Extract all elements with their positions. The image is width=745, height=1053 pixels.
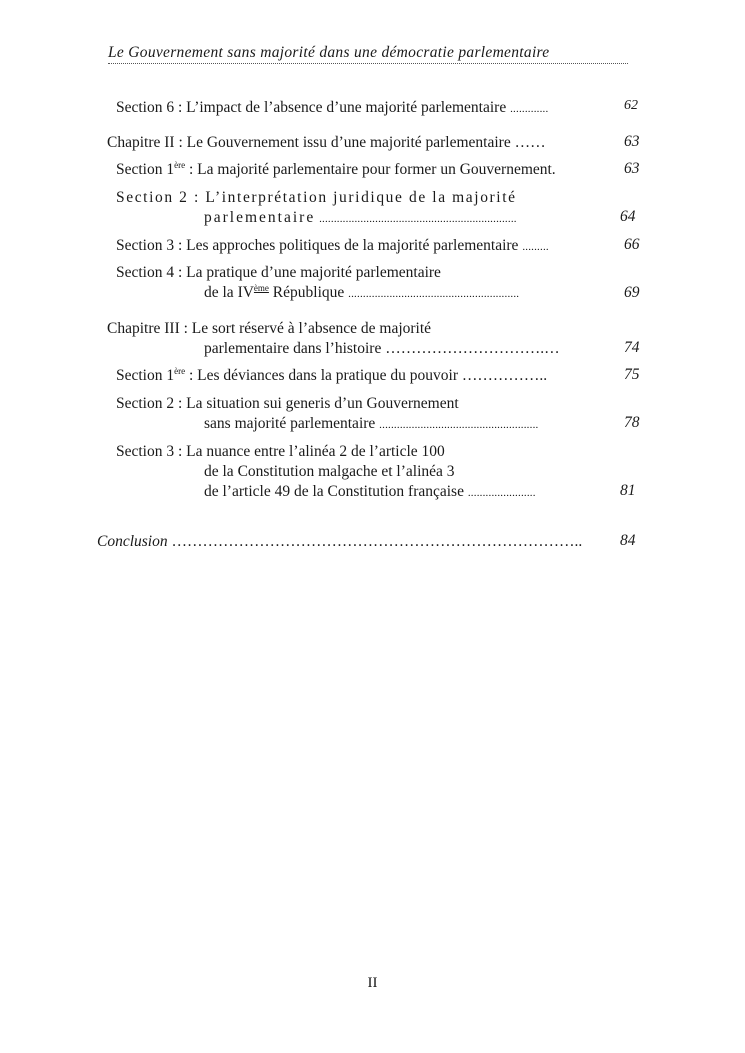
toc-entry-label: sans majorité parlementaire bbox=[204, 415, 376, 432]
toc-page-number: 75 bbox=[624, 366, 640, 383]
toc-entry-label: Section 6 : L’impact de l’absence d’une majorité parlementaire bbox=[116, 99, 507, 116]
toc-entry-label: Chapitre III : Le sort réservé à l’absence de majorité bbox=[107, 320, 432, 337]
toc-entry-label: parlementaire bbox=[204, 209, 316, 226]
toc-entry-chapter-2-section-4[interactable] bbox=[116, 263, 519, 303]
toc-entry-label: de l’article 49 de la Constitution française bbox=[204, 483, 464, 500]
leader-dots: .......................................................... bbox=[348, 288, 520, 300]
toc-entry-chapter-3-section-1[interactable] bbox=[116, 366, 547, 386]
toc-page-number: 63 bbox=[624, 133, 640, 150]
toc-entry-label: République bbox=[268, 284, 345, 301]
toc-entry-chapter-2-section-3[interactable] bbox=[116, 236, 549, 256]
running-header: Le Gouvernement sans majorité dans une démocratie parlementaire bbox=[108, 44, 628, 64]
toc-page-number: 62 bbox=[624, 98, 638, 113]
toc-entry-label: : Les déviances dans la pratique du pouvoir bbox=[185, 367, 459, 384]
toc-entry-chapter-3[interactable] bbox=[107, 319, 560, 359]
toc-entry-chapter-3-section-3[interactable] bbox=[116, 442, 536, 502]
toc-entry-label: Section 3 : La nuance entre l’alinéa 2 de l’article 100 bbox=[116, 443, 445, 460]
toc-entry-label: Section 2 : La situation sui generis d’un Gouvernement bbox=[116, 395, 459, 412]
leader-dots: ......... bbox=[522, 241, 549, 253]
toc-entry-chapter-2-section-1[interactable] bbox=[116, 160, 556, 180]
leader-dots: ................................................................... bbox=[319, 213, 517, 225]
toc-entry-label: Section 2 : L’interprétation juridique de la majorité bbox=[116, 189, 517, 206]
leader-dots: ....................... bbox=[467, 487, 536, 499]
superscript: ère bbox=[174, 366, 186, 376]
toc-entry-label: Chapitre II : Le Gouvernement issu d’une majorité parlementaire bbox=[107, 134, 511, 151]
toc-entry-label: de la IV bbox=[204, 284, 254, 301]
toc-page-number: 84 bbox=[620, 532, 636, 549]
leader-dots: …… bbox=[514, 134, 546, 151]
toc-page-number: 74 bbox=[624, 339, 640, 356]
page-footer-number: II bbox=[367, 975, 378, 991]
toc-entry-chapter-3-section-2[interactable] bbox=[116, 394, 538, 434]
leader-dots: ………………………….… bbox=[381, 340, 560, 357]
superscript: ère bbox=[174, 160, 186, 170]
toc-entry-label: Section 4 : La pratique d’une majorité parlementaire bbox=[116, 264, 441, 281]
toc-entry-conclusion[interactable] bbox=[97, 532, 582, 552]
toc-entry-label: Section 1 bbox=[116, 367, 175, 384]
superscript: ème bbox=[253, 283, 269, 293]
toc-page-number: 81 bbox=[620, 482, 636, 499]
toc-entry-chapter-2[interactable] bbox=[107, 133, 546, 153]
leader-dots: …………………………………………………………………….. bbox=[167, 533, 583, 550]
toc-entry-label: de la Constitution malgache et l’alinéa 3 bbox=[204, 463, 455, 480]
toc-entry-chapter-2-section-2[interactable] bbox=[116, 188, 517, 228]
toc-entry-label: Conclusion bbox=[97, 533, 168, 550]
toc-entry-label: Section 1 bbox=[116, 161, 175, 178]
toc-entry-label: Section 3 : Les approches politiques de la majorité parlementaire bbox=[116, 237, 519, 254]
toc-page-number: 63 bbox=[624, 160, 640, 177]
toc-page-number: 78 bbox=[624, 414, 640, 431]
leader-dots: …………….. bbox=[458, 367, 548, 384]
leader-dots: ...................................................... bbox=[379, 419, 539, 431]
toc-entry-section-6[interactable] bbox=[116, 98, 548, 118]
toc-entry-label: parlementaire dans l’histoire bbox=[204, 340, 382, 357]
toc-page-number: 69 bbox=[624, 284, 640, 301]
toc-page-number: 66 bbox=[624, 236, 640, 253]
toc-page-number: 64 bbox=[620, 208, 636, 225]
leader-dots: ............. bbox=[510, 103, 549, 115]
toc-entry-label: : La majorité parlementaire pour former un Gouvernement. bbox=[185, 161, 556, 178]
